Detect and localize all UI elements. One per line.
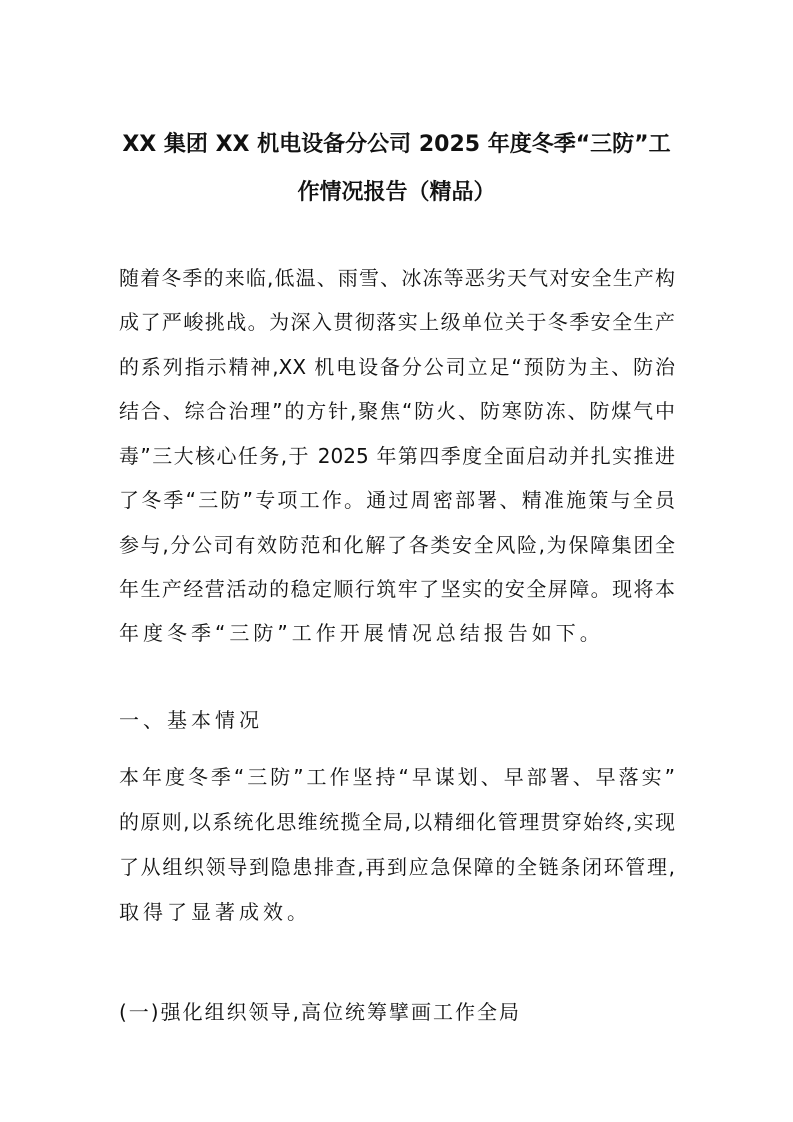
paragraph-line: 随着冬季的来临,低温、雨雪、冰冻等恶劣天气对安全生产构 bbox=[119, 266, 675, 290]
paragraph-line: 本年度冬季“三防”工作坚持“早谋划、早部署、早落实” bbox=[119, 765, 675, 789]
paragraph-line: 年生产经营活动的稳定顺行筑牢了坚实的安全屏障。现将本 bbox=[119, 577, 675, 601]
paragraph-line: 了冬季“三防”专项工作。通过周密部署、精准施策与全员 bbox=[119, 488, 675, 512]
subsection-heading: (一)强化组织领导,高位统筹擘画工作全局 bbox=[119, 1000, 521, 1024]
paragraph-line: 结合、综合治理”的方针,聚焦“防火、防寒防冻、防煤气中 bbox=[119, 399, 675, 423]
paragraph-line: 成了严峻挑战。为深入贯彻落实上级单位关于冬季安全生产 bbox=[119, 310, 675, 334]
paragraph-line: 了从组织领导到隐患排查,再到应急保障的全链条闭环管理, bbox=[119, 855, 675, 879]
paragraph-line: 参与,分公司有效防范和化解了各类安全风险,为保障集团全 bbox=[119, 533, 675, 557]
section-heading: 一、基本情况 bbox=[119, 708, 263, 732]
paragraph-line: 年度冬季“三防”工作开展情况总结报告如下。 bbox=[119, 621, 604, 645]
paragraph-line: 取得了显著成效。 bbox=[119, 900, 311, 924]
paragraph-line: 的原则,以系统化思维统揽全局,以精细化管理贯穿始终,实现 bbox=[119, 810, 675, 834]
paragraph-line: 毒”三大核心任务,于 2025 年第四季度全面启动并扎实推进 bbox=[119, 444, 675, 468]
document-title-line-2: 作情况报告（精品） bbox=[297, 180, 496, 205]
document-title-line-1: XX 集团 XX 机电设备分公司 2025 年度冬季“三防”工 bbox=[122, 132, 671, 157]
paragraph-line: 的系列指示精神,XX 机电设备分公司立足“预防为主、防治 bbox=[119, 355, 675, 379]
